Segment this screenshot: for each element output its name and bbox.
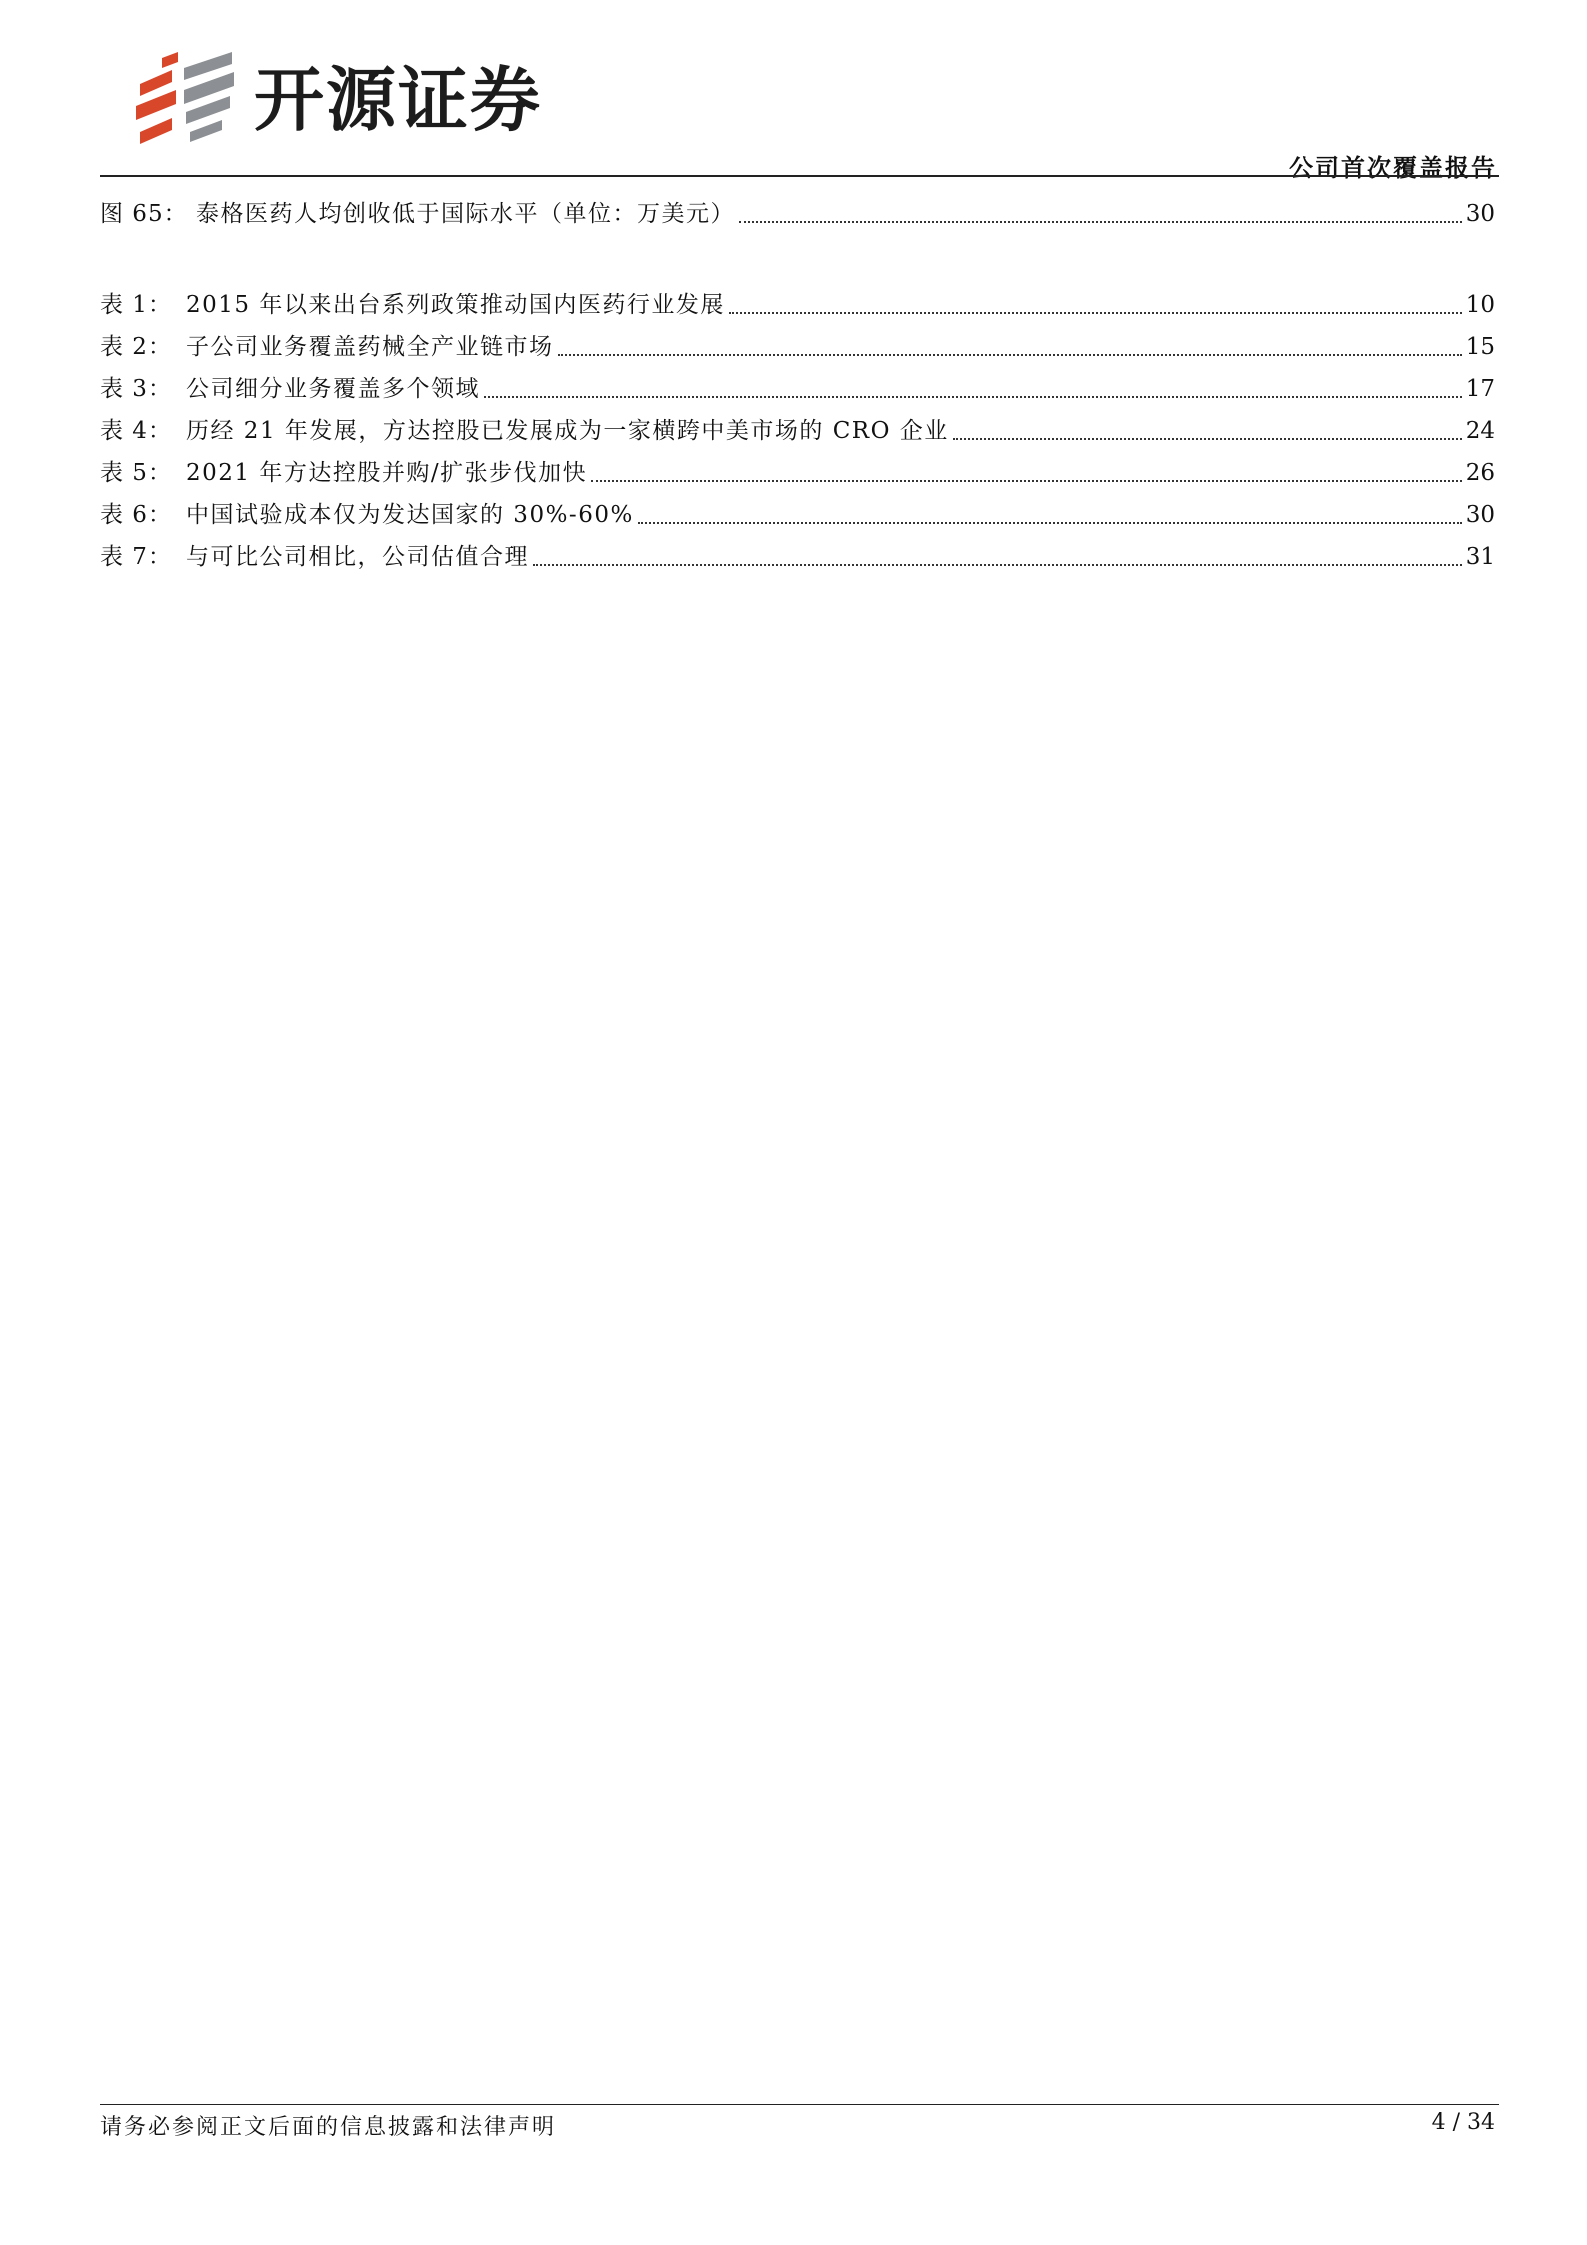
toc-entry-table-5[interactable] (100, 456, 1495, 490)
footer-page-number: 4 / 34 (1431, 2110, 1495, 2135)
toc-entry-page: 15 (1465, 334, 1495, 360)
toc-entry-label: 表 6： (100, 502, 172, 528)
toc-entry-table-1[interactable] (100, 288, 1495, 322)
footer-disclaimer: 请务必参阅正文后面的信息披露和法律声明 (100, 2115, 557, 2140)
toc-entry-title: 泰格医药人均创收低于国际水平（单位：万美元） (196, 201, 735, 227)
toc-entry-table-3[interactable] (100, 372, 1495, 406)
toc-entry-label: 表 4： (100, 418, 172, 444)
toc-entry-page: 31 (1465, 544, 1495, 570)
logo-text: 开源证券 (254, 59, 542, 141)
toc-entry-label: 表 7： (100, 544, 172, 570)
toc-entry-label: 表 5： (100, 460, 172, 486)
toc-entry-table-7[interactable] (100, 540, 1495, 574)
toc-dot-leader (533, 564, 1462, 566)
toc-entry-page: 30 (1465, 502, 1495, 528)
toc-entry-title: 2021 年方达控股并购/扩张步伐加快 (186, 460, 588, 486)
report-type-label: 公司首次覆盖报告 (1289, 154, 1497, 182)
toc-entry-page: 30 (1465, 201, 1495, 227)
toc-entry-title: 中国试验成本仅为发达国家的 30%-60% (186, 502, 634, 528)
toc-entry-page: 10 (1465, 292, 1495, 318)
footer-divider (100, 2104, 1499, 2105)
toc-entry-figure-65[interactable] (100, 197, 1495, 231)
toc-entry-label: 图 65： (100, 201, 188, 227)
toc-dot-leader (729, 312, 1462, 314)
toc-dot-leader (638, 522, 1462, 524)
table-of-contents (100, 0, 1495, 600)
toc-entry-table-6[interactable] (100, 498, 1495, 532)
toc-dot-leader (953, 438, 1462, 440)
toc-dot-leader (591, 480, 1462, 482)
toc-entry-page: 24 (1465, 418, 1495, 444)
toc-entry-title: 历经 21 年发展，方达控股已发展成为一家横跨中美市场的 CRO 企业 (186, 418, 949, 444)
toc-entry-title: 公司细分业务覆盖多个领域 (186, 376, 480, 402)
toc-entry-label: 表 2： (100, 334, 172, 360)
toc-entry-table-4[interactable] (100, 414, 1495, 448)
toc-dot-leader (558, 354, 1462, 356)
toc-entry-title: 与可比公司相比，公司估值合理 (186, 544, 529, 570)
toc-dot-leader (484, 396, 1462, 398)
toc-entry-title: 子公司业务覆盖药械全产业链市场 (186, 334, 554, 360)
toc-entry-table-2[interactable] (100, 330, 1495, 364)
toc-dot-leader (739, 221, 1462, 223)
toc-entry-page: 26 (1465, 460, 1495, 486)
toc-entry-page: 17 (1465, 376, 1495, 402)
toc-entry-label: 表 1： (100, 292, 172, 318)
toc-entry-title: 2015 年以来出台系列政策推动国内医药行业发展 (186, 292, 725, 318)
toc-entry-label: 表 3： (100, 376, 172, 402)
